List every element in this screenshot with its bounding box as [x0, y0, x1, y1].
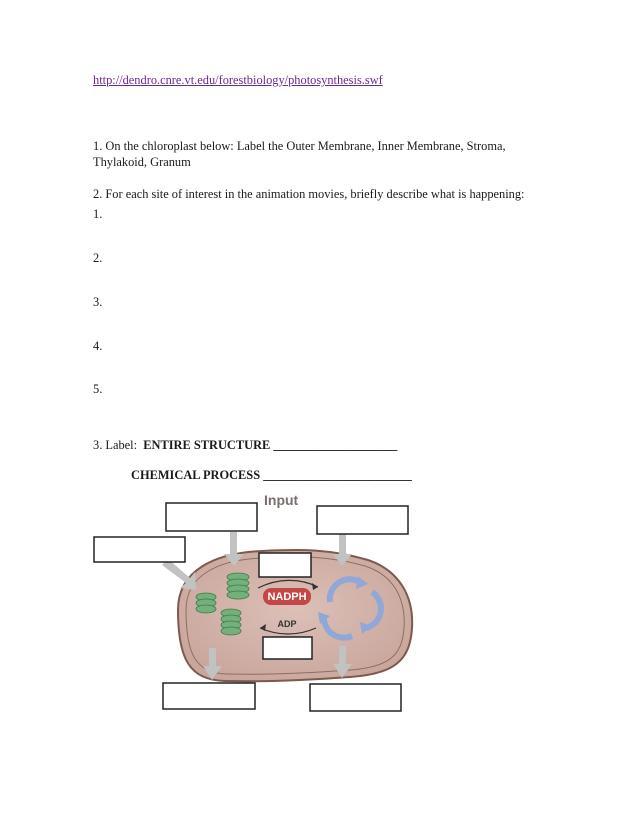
nadph-label: NADPH — [267, 591, 307, 603]
answer-3-label: 3. — [93, 295, 103, 309]
question-1-line-2: Thylakoid, Granum — [93, 155, 191, 169]
label-box-bottom-center[interactable] — [263, 637, 312, 659]
label-box-top-center[interactable] — [259, 553, 311, 577]
chemical-process-label: CHEMICAL PROCESS ________________________ — [131, 468, 412, 482]
answer-5-label: 5. — [93, 382, 103, 396]
label-box-input-right[interactable] — [317, 506, 408, 534]
question-1-line-1: 1. On the chloroplast below: Label the Outer Membrane, Inner Membrane, Stroma, — [93, 139, 506, 153]
label-box-output-right[interactable] — [310, 684, 401, 711]
label-box-left[interactable] — [94, 537, 185, 562]
answer-2-label: 2. — [93, 251, 103, 265]
answer-1-label: 1. — [93, 207, 103, 221]
question-2: 2. For each site of interest in the animation movies, briefly describe what is happening: — [93, 187, 525, 201]
answer-4-label: 4. — [93, 339, 103, 353]
label-box-input-left[interactable] — [166, 503, 257, 531]
question-3-prefix: 3. Label: — [93, 438, 138, 452]
label-box-output-left[interactable] — [163, 683, 255, 709]
input-title: Input — [264, 492, 299, 508]
entire-structure-label: ENTIRE STRUCTURE ____________________ — [143, 438, 398, 452]
animation-url-link[interactable]: http://dendro.cnre.vt.edu/forestbiology/photosynthesis.swf — [93, 73, 383, 87]
adp-label: ADP — [277, 619, 297, 629]
